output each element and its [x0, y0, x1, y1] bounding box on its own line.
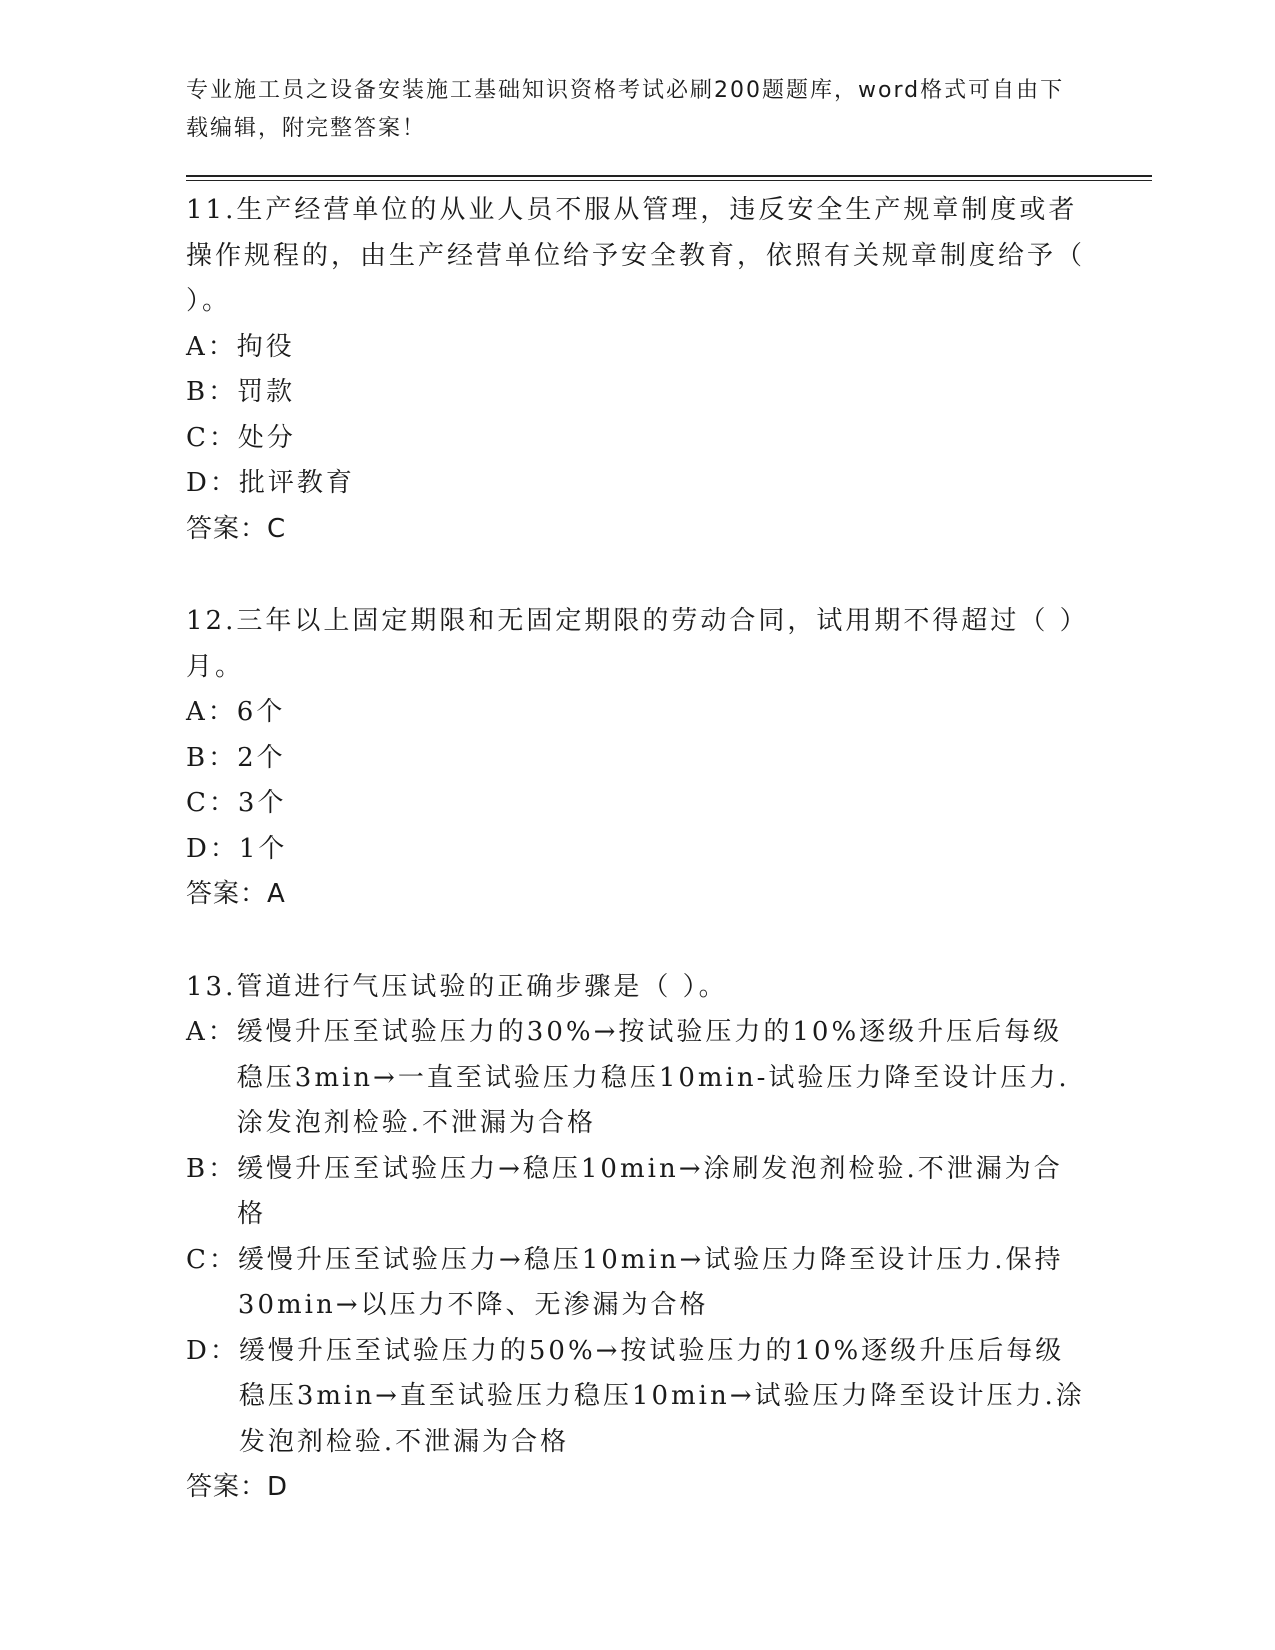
question-12: [186, 599, 1086, 918]
option-letter: B：: [186, 1153, 238, 1184]
option-a: [186, 690, 1086, 736]
option-text: 缓慢升压至试验压力的50%→按试验压力的10%逐级升压后每级稳压3min→直至试验压力稳压10min→试验压力降至设计压力.涂发泡剂检验.不泄漏为合格: [238, 1335, 1085, 1457]
option-c: [186, 781, 1086, 827]
option-letter: D：: [186, 833, 239, 864]
option-text: 批评教育: [238, 468, 355, 498]
option-b: [186, 1147, 1086, 1238]
option-letter: A：: [186, 331, 237, 362]
option-letter: D：: [186, 1335, 239, 1366]
option-d: [186, 1329, 1086, 1466]
header-divider-thin: [186, 180, 1152, 181]
option-c: [186, 416, 1086, 462]
option-text: 罚款: [237, 377, 296, 407]
question-13: [186, 965, 1086, 1511]
option-letter: A：: [186, 1017, 237, 1047]
answer-line: 答案：D: [186, 1472, 289, 1502]
option-letter: D：: [186, 468, 239, 498]
option-text: 缓慢升压至试验压力的30%→按试验压力的10%逐级升压后每级稳压3min→一直至试验压力稳压10min-试验压力降至设计压力.涂发泡剂检验.不泄漏为合格: [236, 1017, 1070, 1138]
option-letter: C：: [186, 1244, 238, 1275]
option-d: [186, 827, 1086, 873]
answer-line: 答案：A: [186, 879, 286, 909]
header-divider-thick: [186, 175, 1152, 177]
option-text: 拘役: [236, 331, 295, 362]
document-header: 专业施工员之设备安装施工基础知识资格考试必刷200题题库，word格式可自由下载编辑，附完整答案！: [186, 78, 1065, 141]
option-letter: C：: [186, 788, 238, 818]
question-stem: 13.管道进行气压试验的正确步骤是（ ）。: [186, 971, 728, 1002]
option-text: 处分: [237, 422, 296, 453]
question-list: [186, 188, 1086, 1511]
option-letter: B：: [186, 377, 238, 407]
option-letter: A：: [186, 697, 237, 727]
option-c: [186, 1238, 1086, 1329]
option-a: [186, 325, 1086, 371]
option-text: 6个: [236, 697, 286, 727]
option-b: [186, 736, 1086, 782]
option-b: [186, 370, 1086, 416]
question-11: [186, 188, 1086, 552]
option-letter: C：: [186, 422, 238, 453]
option-text: 1个: [238, 833, 288, 864]
question-stem: 11.生产经营单位的从业人员不服从管理，违反安全生产规章制度或者操作规程的，由生产经营单位给予安全教育，依照有关规章制度给予（ ）。: [186, 195, 1086, 316]
option-text: 3个: [237, 788, 287, 818]
answer-line: 答案：C: [186, 513, 287, 544]
question-stem: 12.三年以上固定期限和无固定期限的劳动合同，试用期不得超过（ ）月。: [186, 606, 1076, 682]
option-a: [186, 1010, 1086, 1147]
option-text: 2个: [237, 742, 286, 773]
option-d: [186, 461, 1086, 507]
option-letter: B：: [186, 742, 238, 773]
option-text: 缓慢升压至试验压力→稳压10min→试验压力降至设计压力.保持30min→以压力不降、无渗漏为合格: [237, 1244, 1064, 1320]
option-text: 缓慢升压至试验压力→稳压10min→涂刷发泡剂检验.不泄漏为合格: [237, 1153, 1063, 1229]
